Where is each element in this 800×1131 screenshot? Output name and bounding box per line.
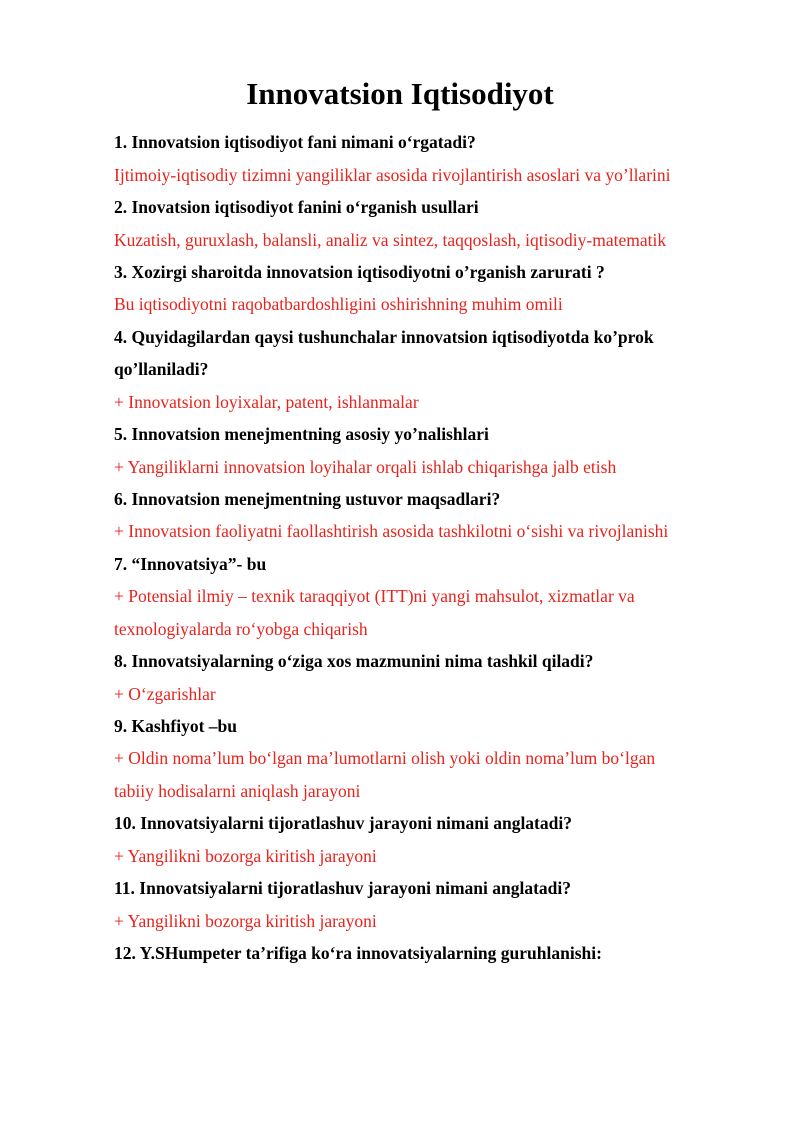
answer-line: Bu iqtisodiyotni raqobatbardoshligini oshirishning muhim omili <box>114 294 563 314</box>
answer-line: tabiiy hodisalarni aniqlash jarayoni <box>114 781 361 801</box>
answer-line: + Innovatsion faoliyatni faollashtirish asosida tashkilotni o‘sishi va rivojlanishi <box>114 521 669 541</box>
answer-line: Kuzatish, guruxlash, balansli, analiz va sintez, taqqoslash, iqtisodiy-matematik <box>114 230 667 250</box>
answer-line: + Innovatsion loyixalar, patent, ishlanmalar <box>114 392 419 412</box>
question-line: 10. Innovatsiyalarni tijoratlashuv jarayoni nimani anglatadi? <box>114 813 572 833</box>
question-line: 7. “Innovatsiya”- bu <box>114 554 267 574</box>
question-line: qo’llaniladi? <box>114 359 209 379</box>
answer-line: + Potensial ilmiy – texnik taraqqiyot (ITT)ni yangi mahsulot, xizmatlar va <box>114 586 635 606</box>
question-line: 6. Innovatsion menejmentning ustuvor maqsadlari? <box>114 489 501 509</box>
answer-line: + Oldin noma’lum bo‘lgan ma’lumotlarni olish yoki oldin noma’lum bo‘lgan <box>114 748 656 768</box>
question-line: 12. Y.SHumpeter ta’rifiga ko‘ra innovatsiyalarning guruhlanishi: <box>114 943 602 963</box>
question-line: 1. Innovatsion iqtisodiyot fani nimani o‘rgatadi? <box>114 132 476 152</box>
question-line: 9. Kashfiyot –bu <box>114 716 238 736</box>
question-line: 4. Quyidagilardan qaysi tushunchalar innovatsion iqtisodiyotda ko’prok <box>114 327 654 347</box>
question-line: 8. Innovatsiyalarning o‘ziga xos mazmunini nima tashkil qiladi? <box>114 651 594 671</box>
answer-line: + Yangilikni bozorga kiritish jarayoni <box>114 846 377 866</box>
question-line: 5. Innovatsion menejmentning asosiy yo’nalishlari <box>114 424 489 444</box>
question-line: 2. Inovatsion iqtisodiyot fanini o‘rganish usullari <box>114 197 479 217</box>
answer-line: + Yangilikni bozorga kiritish jarayoni <box>114 911 377 931</box>
answer-line: + Yangiliklarni innovatsion loyihalar orqali ishlab chiqarishga jalb etish <box>114 457 617 477</box>
answer-line: texnologiyalarda ro‘yobga chiqarish <box>114 619 368 639</box>
question-line: 3. Xozirgi sharoitda innovatsion iqtisodiyotni o’rganish zarurati ? <box>114 262 605 282</box>
answer-line: + O‘zgarishlar <box>114 684 216 704</box>
answer-line: Ijtimoiy-iqtisodiy tizimni yangiliklar asosida rivojlantirish asoslari va yo’llarini <box>114 165 671 185</box>
question-line: 11. Innovatsiyalarni tijoratlashuv jarayoni nimani anglatadi? <box>114 878 572 898</box>
page-title: Innovatsion Iqtisodiyot <box>246 76 554 111</box>
